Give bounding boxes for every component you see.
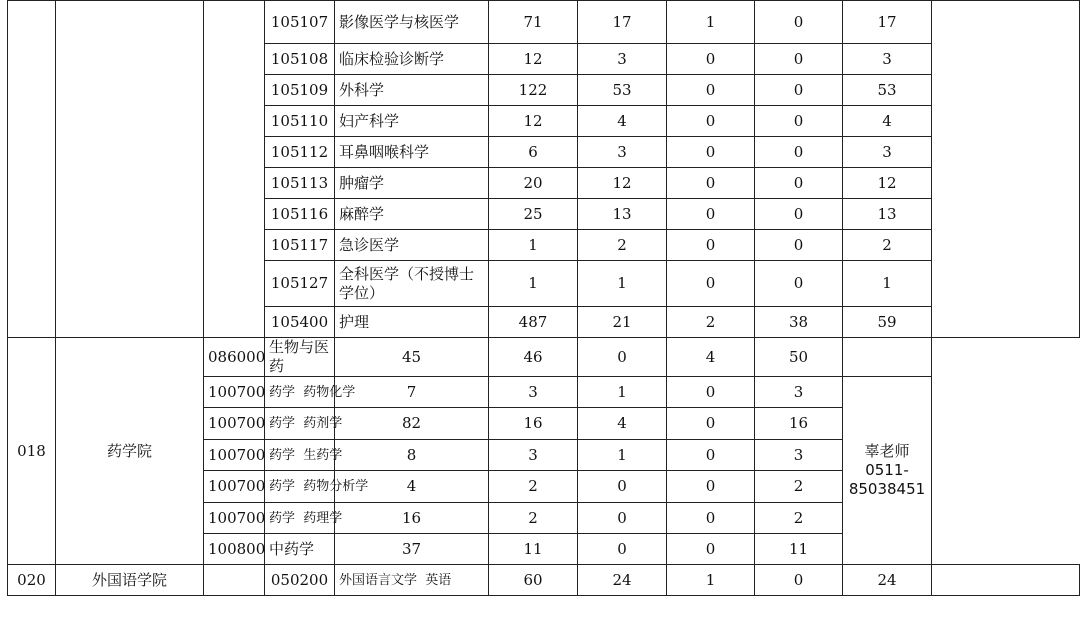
value-cell-4: 38 xyxy=(755,307,843,338)
major-cell: 妇产科学 xyxy=(335,106,489,137)
value-cell-5: 53 xyxy=(843,75,932,106)
value-cell-3: 0 xyxy=(578,338,667,377)
value-cell-1: 12 xyxy=(489,106,578,137)
value-cell-5: 1 xyxy=(843,261,932,307)
major-cell: 生物与医药 xyxy=(265,338,335,377)
code-cell: 100800 xyxy=(204,534,265,565)
contact-cell xyxy=(932,1,1080,338)
value-cell-2: 2 xyxy=(489,503,578,534)
value-cell-2: 11 xyxy=(489,534,578,565)
contact-cell xyxy=(932,565,1080,596)
value-cell-5: 59 xyxy=(843,307,932,338)
code-cell: 100700 xyxy=(204,503,265,534)
value-cell-5: 2 xyxy=(843,230,932,261)
major-cell: 药学 药物分析学 xyxy=(265,471,335,503)
admissions-table xyxy=(7,0,1080,596)
value-cell-1: 7 xyxy=(335,377,489,408)
major-cell: 影像医学与核医学 xyxy=(335,1,489,44)
value-cell-2: 46 xyxy=(489,338,578,377)
dept-name-cell xyxy=(56,1,204,338)
major-cell: 外国语言文学 英语 xyxy=(335,565,489,596)
value-cell-3: 0 xyxy=(667,230,755,261)
value-cell-1: 8 xyxy=(335,440,489,471)
degree-type-cell xyxy=(204,565,265,596)
major-cell: 肿瘤学 xyxy=(335,168,489,199)
code-cell: 105107 xyxy=(265,1,335,44)
dept-code-cell xyxy=(8,1,56,338)
major-cell: 中药学 xyxy=(265,534,335,565)
value-cell-4: 0 xyxy=(667,503,755,534)
value-cell-4: 0 xyxy=(755,75,843,106)
value-cell-4: 0 xyxy=(755,44,843,75)
value-cell-4: 0 xyxy=(755,565,843,596)
value-cell-4: 0 xyxy=(667,471,755,503)
table-row xyxy=(8,1,1080,44)
value-cell-5: 2 xyxy=(755,471,843,503)
dept-code-cell: 018 xyxy=(8,338,56,565)
value-cell-4: 0 xyxy=(667,440,755,471)
value-cell-2: 3 xyxy=(578,137,667,168)
code-cell: 050200 xyxy=(265,565,335,596)
value-cell-4: 0 xyxy=(667,408,755,440)
value-cell-5: 24 xyxy=(843,565,932,596)
value-cell-1: 12 xyxy=(489,44,578,75)
major-cell: 全科医学（不授博士学位） xyxy=(335,261,489,307)
value-cell-4: 0 xyxy=(667,534,755,565)
code-cell: 100700 xyxy=(204,440,265,471)
value-cell-5: 16 xyxy=(755,408,843,440)
table-row xyxy=(8,565,1080,596)
value-cell-4: 0 xyxy=(755,261,843,307)
value-cell-3: 1 xyxy=(667,1,755,44)
value-cell-2: 2 xyxy=(578,230,667,261)
value-cell-3: 1 xyxy=(578,440,667,471)
value-cell-2: 12 xyxy=(578,168,667,199)
code-cell: 105127 xyxy=(265,261,335,307)
value-cell-3: 0 xyxy=(578,503,667,534)
value-cell-3: 0 xyxy=(667,75,755,106)
major-cell: 麻醉学 xyxy=(335,199,489,230)
value-cell-5: 4 xyxy=(843,106,932,137)
value-cell-3: 0 xyxy=(667,261,755,307)
value-cell-1: 82 xyxy=(335,408,489,440)
value-cell-5: 2 xyxy=(755,503,843,534)
major-cell: 药学 药物化学 xyxy=(265,377,335,408)
value-cell-2: 53 xyxy=(578,75,667,106)
value-cell-2: 3 xyxy=(489,377,578,408)
value-cell-1: 122 xyxy=(489,75,578,106)
code-cell: 105113 xyxy=(265,168,335,199)
value-cell-1: 37 xyxy=(335,534,489,565)
value-cell-2: 3 xyxy=(578,44,667,75)
value-cell-1: 487 xyxy=(489,307,578,338)
major-cell: 药学 药剂学 xyxy=(265,408,335,440)
table-body xyxy=(8,1,1080,596)
value-cell-5: 17 xyxy=(843,1,932,44)
value-cell-1: 4 xyxy=(335,471,489,503)
value-cell-3: 0 xyxy=(578,471,667,503)
value-cell-3: 0 xyxy=(667,199,755,230)
code-cell: 100700 xyxy=(204,408,265,440)
code-cell: 105117 xyxy=(265,230,335,261)
value-cell-1: 20 xyxy=(489,168,578,199)
code-cell: 105108 xyxy=(265,44,335,75)
major-cell: 药学 生药学 xyxy=(265,440,335,471)
value-cell-4: 4 xyxy=(667,338,755,377)
value-cell-2: 2 xyxy=(489,471,578,503)
value-cell-2: 1 xyxy=(578,261,667,307)
contact-name: 辜老师 xyxy=(864,442,910,460)
value-cell-1: 16 xyxy=(335,503,489,534)
major-cell: 临床检验诊断学 xyxy=(335,44,489,75)
value-cell-3: 4 xyxy=(578,408,667,440)
value-cell-4: 0 xyxy=(755,168,843,199)
value-cell-3: 0 xyxy=(667,106,755,137)
value-cell-2: 4 xyxy=(578,106,667,137)
table-row xyxy=(8,338,1080,377)
value-cell-3: 0 xyxy=(667,168,755,199)
value-cell-1: 25 xyxy=(489,199,578,230)
value-cell-5: 11 xyxy=(755,534,843,565)
value-cell-2: 13 xyxy=(578,199,667,230)
value-cell-5: 3 xyxy=(843,137,932,168)
code-cell: 105112 xyxy=(265,137,335,168)
major-cell: 护理 xyxy=(335,307,489,338)
code-cell: 100700 xyxy=(204,377,265,408)
major-cell: 药学 药理学 xyxy=(265,503,335,534)
major-cell: 耳鼻咽喉科学 xyxy=(335,137,489,168)
value-cell-5: 3 xyxy=(755,440,843,471)
value-cell-1: 71 xyxy=(489,1,578,44)
major-cell: 急诊医学 xyxy=(335,230,489,261)
major-cell: 外科学 xyxy=(335,75,489,106)
contact-cell-blank xyxy=(843,338,932,377)
value-cell-3: 2 xyxy=(667,307,755,338)
value-cell-3: 1 xyxy=(667,565,755,596)
value-cell-4: 0 xyxy=(755,1,843,44)
value-cell-3: 0 xyxy=(667,137,755,168)
value-cell-3: 0 xyxy=(578,534,667,565)
value-cell-4: 0 xyxy=(755,137,843,168)
value-cell-1: 6 xyxy=(489,137,578,168)
value-cell-3: 1 xyxy=(578,377,667,408)
value-cell-1: 1 xyxy=(489,230,578,261)
value-cell-1: 1 xyxy=(489,261,578,307)
value-cell-2: 3 xyxy=(489,440,578,471)
contact-cell xyxy=(843,377,932,565)
value-cell-4: 0 xyxy=(755,106,843,137)
value-cell-4: 0 xyxy=(755,199,843,230)
degree-type-cell xyxy=(204,1,265,338)
value-cell-2: 17 xyxy=(578,1,667,44)
code-cell: 086000 xyxy=(204,338,265,377)
value-cell-3: 0 xyxy=(667,44,755,75)
contact-phone: 0511-85038451 xyxy=(848,461,926,498)
dept-code-cell: 020 xyxy=(8,565,56,596)
code-cell: 105116 xyxy=(265,199,335,230)
code-cell: 105400 xyxy=(265,307,335,338)
value-cell-1: 45 xyxy=(335,338,489,377)
value-cell-5: 13 xyxy=(843,199,932,230)
value-cell-2: 24 xyxy=(578,565,667,596)
code-cell: 100700 xyxy=(204,471,265,503)
code-cell: 105110 xyxy=(265,106,335,137)
code-cell: 105109 xyxy=(265,75,335,106)
value-cell-5: 3 xyxy=(755,377,843,408)
dept-name-cell: 药学院 xyxy=(56,338,204,565)
value-cell-4: 0 xyxy=(755,230,843,261)
value-cell-5: 50 xyxy=(755,338,843,377)
value-cell-5: 12 xyxy=(843,168,932,199)
dept-name-cell: 外国语学院 xyxy=(56,565,204,596)
value-cell-2: 21 xyxy=(578,307,667,338)
value-cell-5: 3 xyxy=(843,44,932,75)
value-cell-1: 60 xyxy=(489,565,578,596)
value-cell-2: 16 xyxy=(489,408,578,440)
value-cell-4: 0 xyxy=(667,377,755,408)
